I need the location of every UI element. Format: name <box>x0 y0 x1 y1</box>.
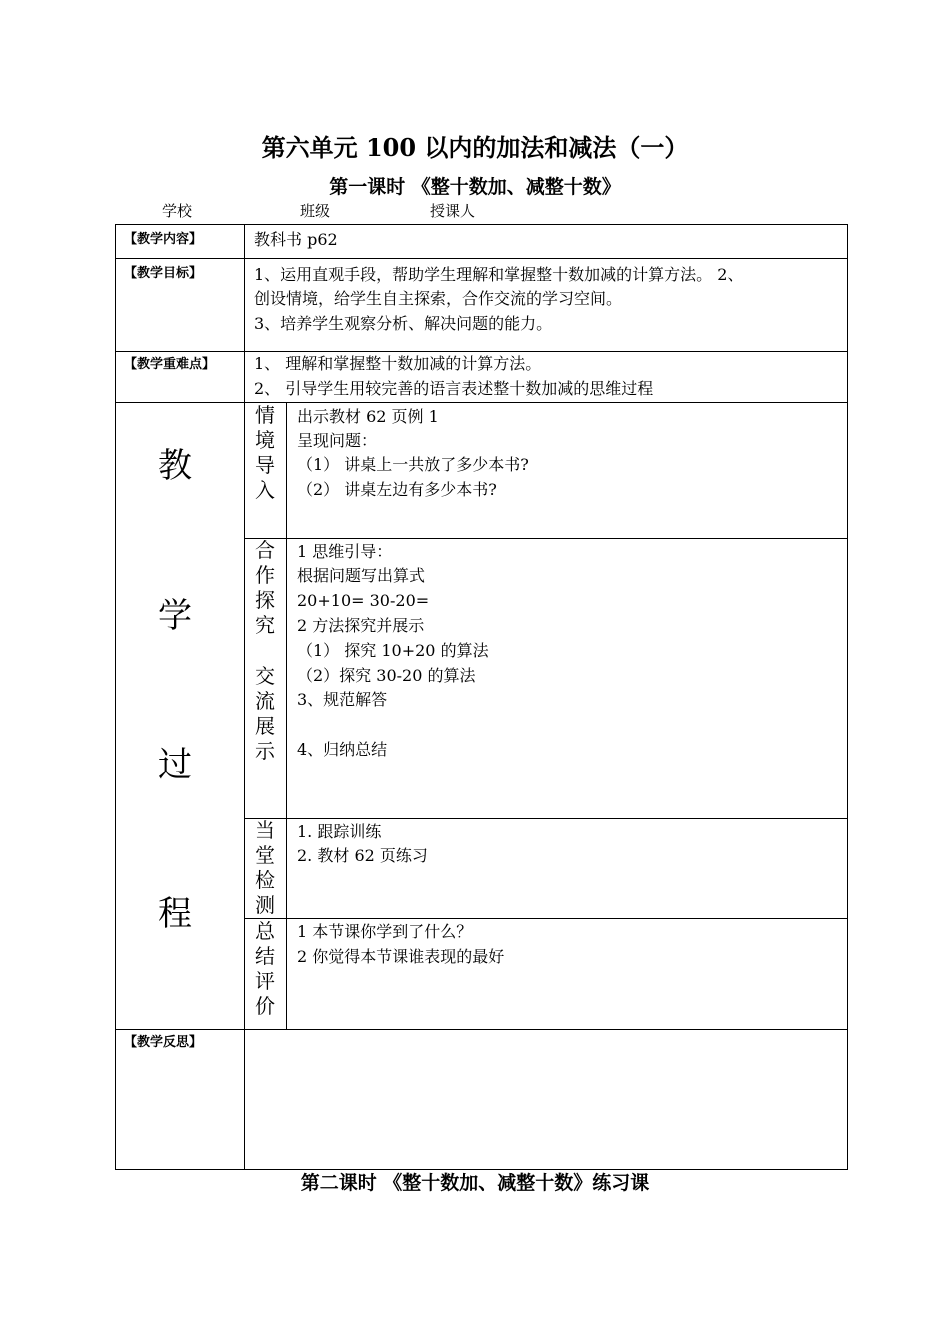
objective-line: 创设情境，给学生自主探索，合作交流的学习空间。 <box>254 289 623 308</box>
section-line: 1 本节课你学到了什么？ <box>297 922 473 941</box>
section-line: 2 方法探究并展示 <box>297 616 425 635</box>
section-line: 3、规范解答 <box>297 690 388 709</box>
table-border-right <box>847 224 848 1170</box>
stage-label-share: 交流展示 <box>255 664 275 763</box>
next-lesson-title: 第二课时 《整十数加、减整十数》练习课 <box>300 1172 650 1194</box>
row-divider <box>244 818 848 819</box>
section-line: 出示教材 62 页例 1 <box>297 407 439 426</box>
row-divider <box>115 1029 848 1030</box>
section-line: （1） 探究 10+20 的算法 <box>297 641 489 660</box>
content-label: 【教学内容】 <box>124 232 203 247</box>
section-line: （1） 讲桌上一共放了多少本书? <box>297 455 529 474</box>
objectives-label: 【教学目标】 <box>124 266 203 281</box>
section-line: 1. 跟踪训练 <box>297 822 382 841</box>
row-divider <box>115 402 848 403</box>
process-label-char: 教 <box>158 446 192 486</box>
table-border-top <box>115 224 848 225</box>
teacher-label: 授课人 <box>430 202 476 220</box>
section-line: 4、归纳总结 <box>297 740 388 759</box>
process-label-char: 过 <box>158 745 192 785</box>
class-label: 班级 <box>300 202 331 220</box>
stage-label-check: 当堂检测 <box>255 818 275 917</box>
school-label: 学校 <box>162 202 193 220</box>
key-point-line: 1、 理解和掌握整十数加减的计算方法。 <box>254 354 542 373</box>
section-line: （2）探究 30-20 的算法 <box>297 666 476 685</box>
key-point-line: 2、 引导学生用较完善的语言表述整十数加减的思维过程 <box>254 379 654 398</box>
page-title: 第六单元 100 以内的加法和减法（一） <box>261 133 689 162</box>
stage-label-intro: 情境导入 <box>255 403 275 502</box>
section-line: 1 思维引导： <box>297 542 393 561</box>
row-divider <box>244 538 848 539</box>
stage-label-summary: 总结评价 <box>255 919 275 1018</box>
section-line: 呈现问题： <box>297 431 378 450</box>
section-line: 20+10= 30-20= <box>297 591 430 610</box>
table-border-left <box>115 224 116 1170</box>
objective-line: 3、培养学生观察分析、解决问题的能力。 <box>254 314 553 333</box>
lesson-subtitle: 第一课时 《整十数加、减整十数》 <box>329 176 621 198</box>
section-line: （2） 讲桌左边有多少本书? <box>297 480 497 499</box>
objective-line: 1、运用直观手段，帮助学生理解和掌握整十数加减的计算方法。 2、 <box>254 265 744 284</box>
stage-label-explore: 合作探究 <box>255 538 275 637</box>
row-divider <box>244 918 848 919</box>
section-line: 2 你觉得本节课谁表现的最好 <box>297 947 505 966</box>
key-points-label: 【教学重难点】 <box>124 357 216 372</box>
process-label-char: 程 <box>158 894 192 934</box>
section-line: 根据问题写出算式 <box>297 566 426 585</box>
row-divider <box>115 258 848 259</box>
section-line: 2. 教材 62 页练习 <box>297 846 428 865</box>
reflection-label: 【教学反思】 <box>124 1035 203 1050</box>
column-divider <box>286 402 287 1029</box>
content-value: 教科书 p62 <box>254 230 338 249</box>
process-label-char: 学 <box>158 596 192 636</box>
column-divider <box>244 224 245 1170</box>
